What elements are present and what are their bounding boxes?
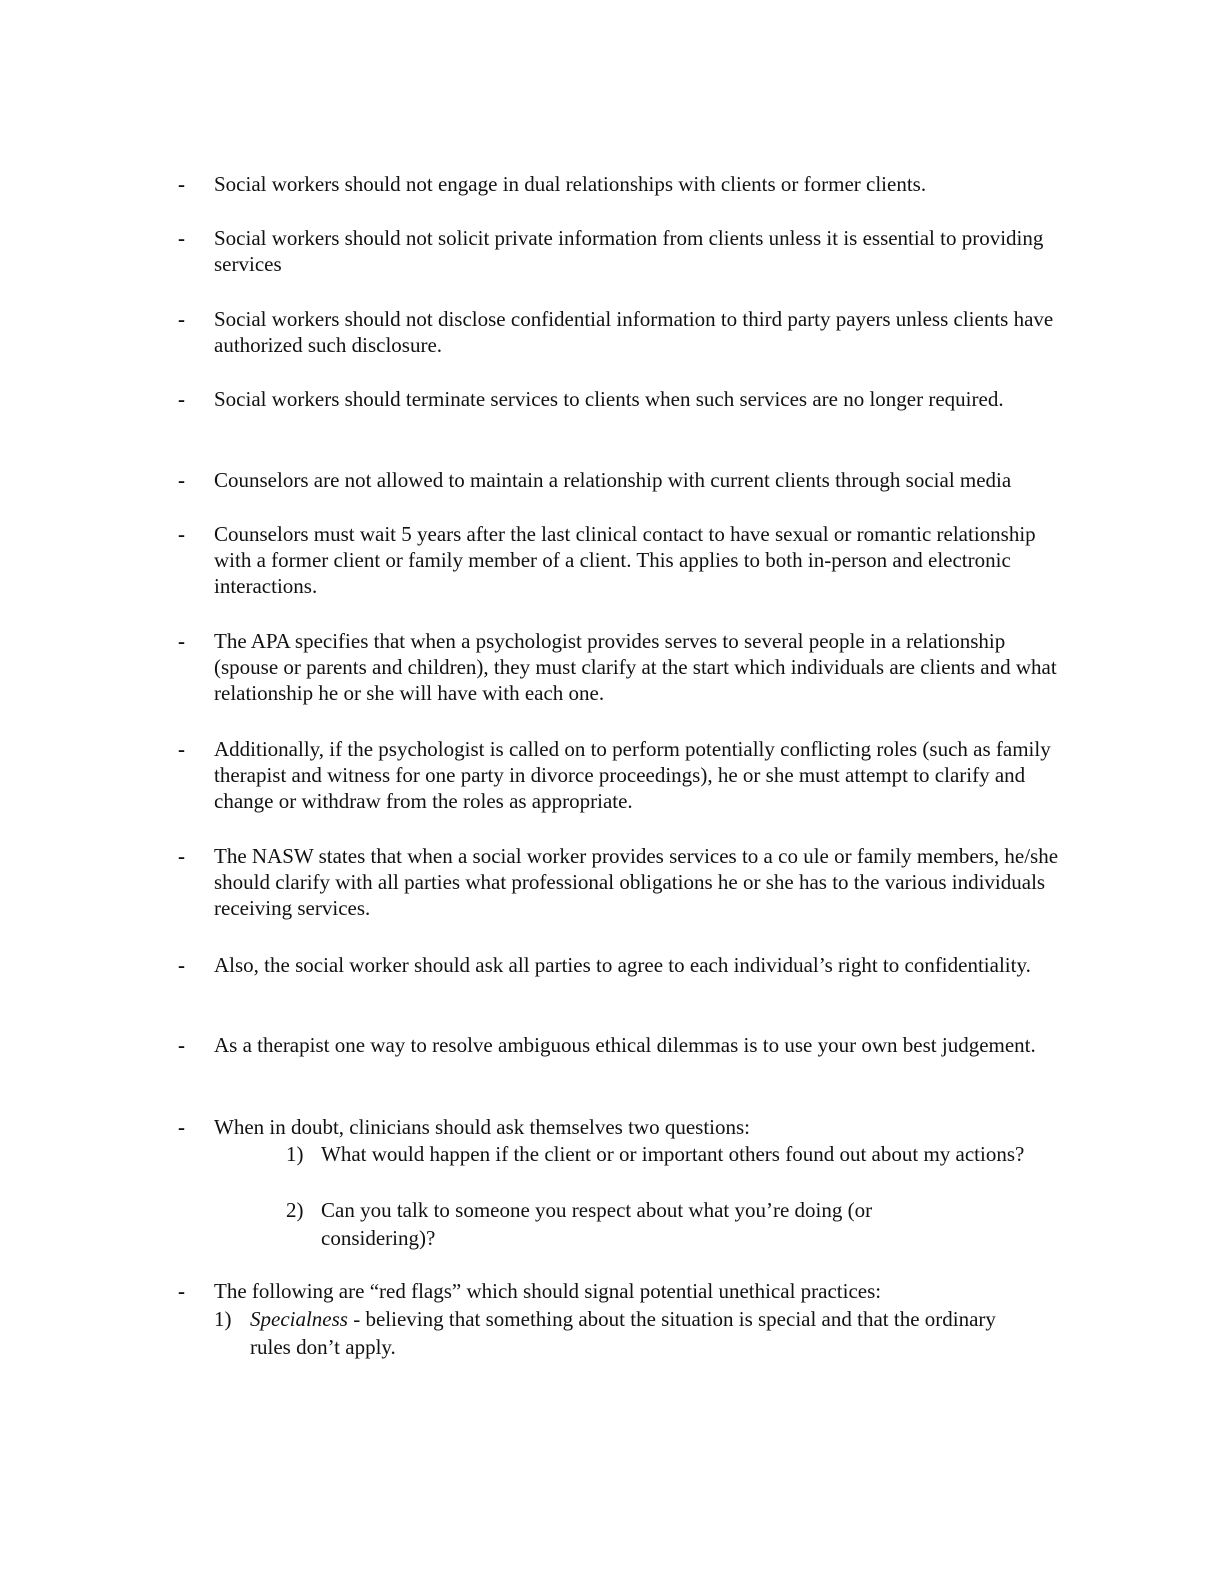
bullet-dash: - xyxy=(178,387,185,411)
red-flag-term: Specialness xyxy=(250,1307,348,1331)
bullet-dash: - xyxy=(178,1279,185,1303)
bullet-text: Additionally, if the psychologist is called on to perform potentially conflicting roles (such as family therapist and witness for one party in divorce proceedings), he or she must attempt to clarify and change or withdraw from the roles as appropriate. xyxy=(214,737,1051,813)
red-flag-description: - believing that something about the situation is special and that the ordinary rules don’t apply. xyxy=(250,1307,996,1359)
bullet-text: As a therapist one way to resolve ambiguous ethical dilemmas is to use your own best judgement. xyxy=(214,1033,1036,1057)
bullet-text: The following are “red flags” which should signal potential unethical practices: xyxy=(214,1279,882,1303)
bullet-dash: - xyxy=(178,522,185,546)
bullet-dash: - xyxy=(178,172,185,196)
bullet-text: Counselors are not allowed to maintain a relationship with current clients through social media xyxy=(214,468,1012,492)
bullet-text: Social workers should not solicit private information from clients unless it is essential to providing services xyxy=(214,226,1044,276)
question-text: What would happen if the client or or important others found out about my actions? xyxy=(321,1142,1025,1166)
bullet-text: Social workers should terminate services to clients when such services are no longer required. xyxy=(214,387,1004,411)
bullet-dash: - xyxy=(178,226,185,250)
bullet-dash: - xyxy=(178,307,185,331)
bullet-text: Also, the social worker should ask all parties to agree to each individual’s right to confidentiality. xyxy=(214,953,1031,977)
bullet-dash: - xyxy=(178,844,185,868)
bullet-text: Social workers should not disclose confidential information to third party payers unless clients have authorized such disclosure. xyxy=(214,307,1054,357)
red-flag-text xyxy=(250,1305,1040,1361)
bullet-dash: - xyxy=(178,1115,185,1139)
question-number: 2) xyxy=(286,1198,304,1222)
bullet-dash: - xyxy=(178,629,185,653)
bullet-dash: - xyxy=(178,953,185,977)
bullet-dash: - xyxy=(178,468,185,492)
bullet-text: Social workers should not engage in dual relationships with clients or former clients. xyxy=(214,172,927,196)
bullet-text: The NASW states that when a social worker provides services to a co ule or family members, he/she should clarify with all parties what professional obligations he or she has to the various individuals receiving services. xyxy=(214,844,1059,920)
bullet-text: The APA specifies that when a psychologist provides serves to several people in a relationship (spouse or parents and children), they must clarify at the start which individuals are clients and what relationship he or she will have with each one. xyxy=(214,629,1057,705)
question-text: Can you talk to someone you respect about what you’re doing (or considering)? xyxy=(321,1198,873,1250)
bullet-text: Counselors must wait 5 years after the last clinical contact to have sexual or romantic relationship with a former client or family member of a client. This applies to both in-person and electronic interactions. xyxy=(214,522,1036,598)
bullet-text: When in doubt, clinicians should ask themselves two questions: xyxy=(214,1115,751,1139)
bullet-dash: - xyxy=(178,737,185,761)
question-number: 1) xyxy=(286,1142,304,1166)
bullet-dash: - xyxy=(178,1033,185,1057)
red-flag-number: 1) xyxy=(214,1307,232,1331)
